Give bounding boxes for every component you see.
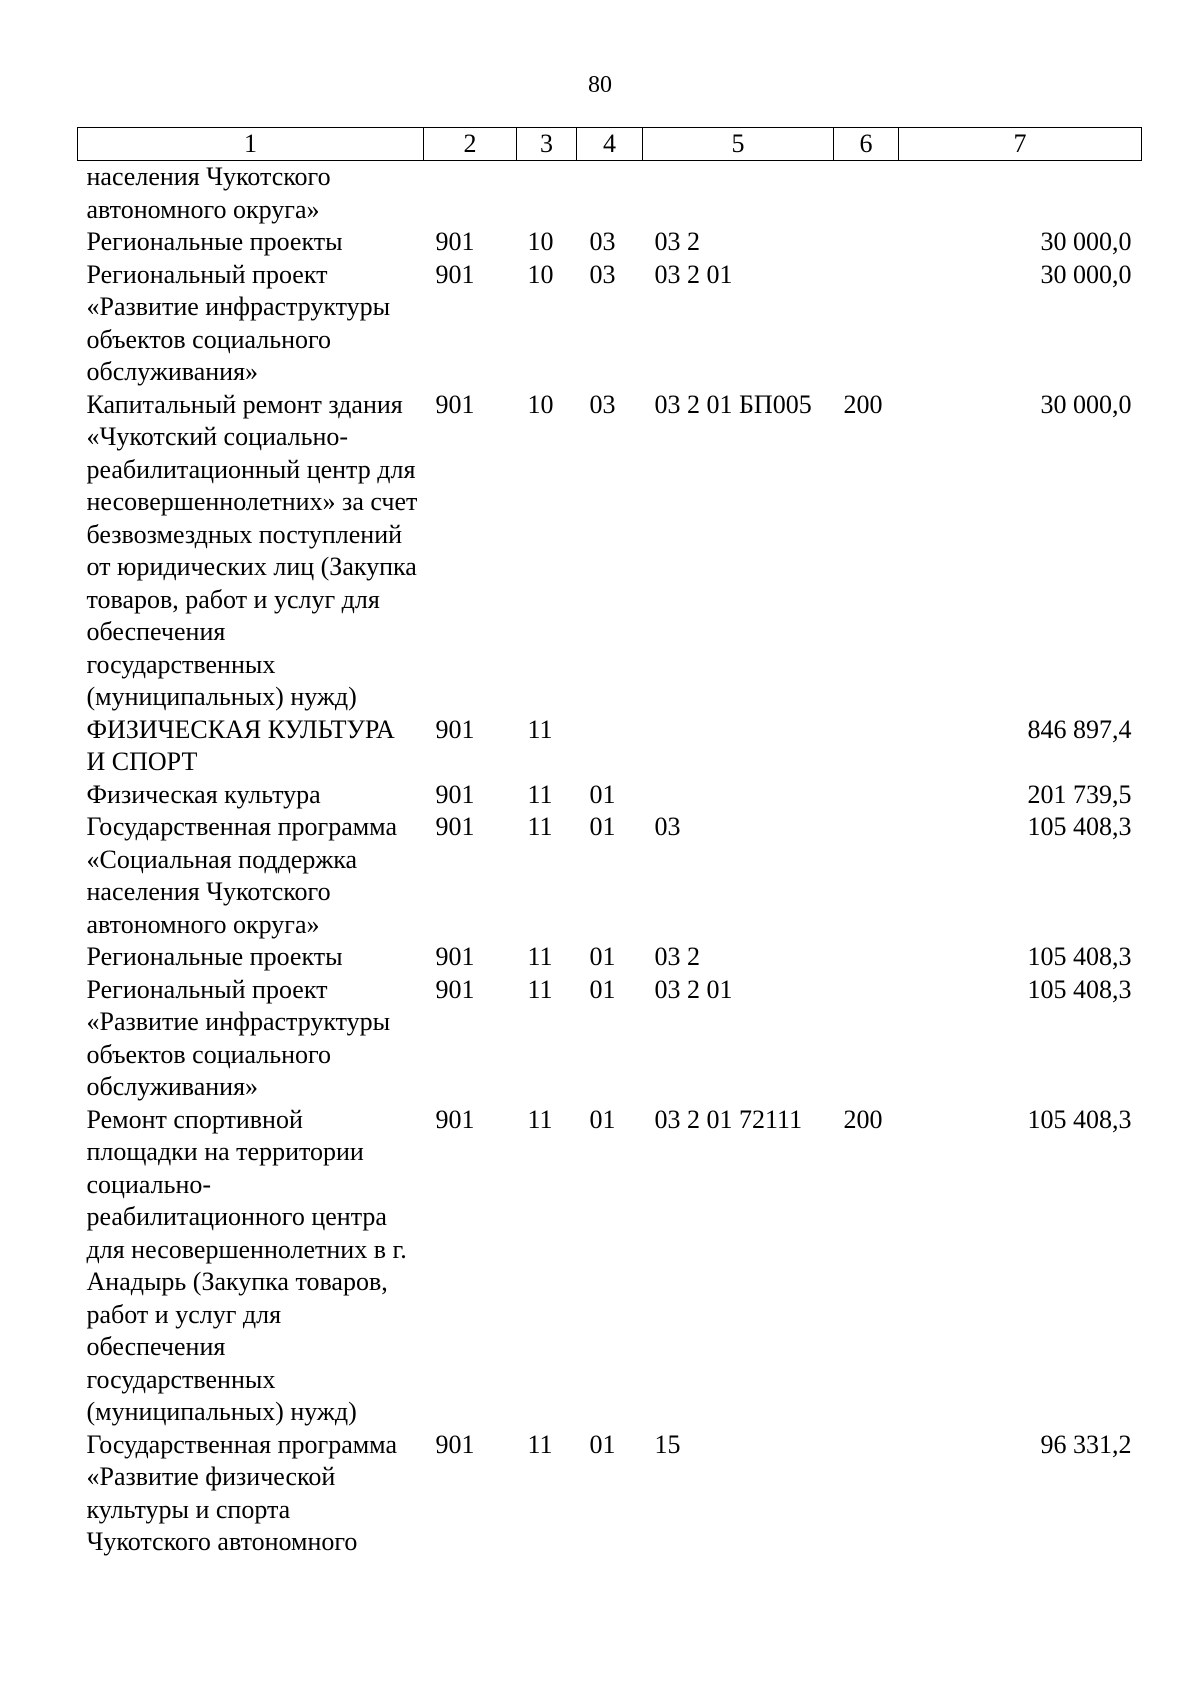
expense-type-cell: 200: [843, 1104, 883, 1134]
expense-type-cell: [834, 161, 899, 227]
table-row: [78, 811, 1142, 941]
chapter-code-cell: 11: [527, 812, 553, 841]
subsection-code-cell: [577, 161, 643, 227]
chapter-code-cell: 11: [527, 779, 553, 809]
chapter-code-cell: 10: [527, 227, 554, 256]
budget-table: [77, 127, 1142, 1559]
row-name-cell: Государственная программа «Социальная поддержка населения Чукотского автономного округа»: [86, 812, 398, 939]
subsection-code-cell: 03: [589, 259, 616, 289]
page-number: 80: [588, 72, 612, 98]
expense-type-cell: [834, 226, 899, 259]
subsection-code-cell: 03: [589, 227, 616, 256]
section-code-cell: [424, 161, 517, 227]
subsection-code-cell: 03: [589, 389, 616, 419]
section-code-cell: 901: [435, 714, 475, 744]
chapter-code-cell: 11: [527, 942, 553, 971]
subsection-code-cell: [577, 714, 643, 779]
subsection-code-cell: 01: [589, 812, 616, 841]
target-article-cell: 15: [654, 1429, 681, 1459]
amount-cell: 201 739,5: [1027, 779, 1132, 809]
expense-type-cell: 200: [843, 389, 883, 419]
expense-type-cell: [834, 714, 899, 779]
chapter-code-cell: 11: [527, 1429, 553, 1459]
chapter-code-cell: 11: [527, 1104, 553, 1134]
table-row: [78, 259, 1142, 389]
row-name-cell: Региональный проект «Развитие инфраструктуры объектов социального обслуживания»: [86, 259, 391, 386]
target-article-cell: 03 2 01 72111: [654, 1104, 803, 1134]
section-code-cell: 901: [435, 389, 475, 419]
column-header-3: 3: [517, 128, 577, 161]
row-name-cell: Региональные проекты: [86, 942, 343, 971]
row-name-cell: Капитальный ремонт здания «Чукотский социально-реабилитационный центр для несовершеннолетних» за счет безвозмездных поступлений от юридических лиц (Закупка товаров, работ и услуг для обеспечения государственных (муниципальных) нужд): [86, 389, 418, 711]
subsection-code-cell: 01: [589, 1104, 616, 1134]
subsection-code-cell: 01: [589, 1429, 616, 1459]
expense-type-cell: [834, 779, 899, 812]
row-name-cell: населения Чукотского автономного округа»: [86, 162, 331, 224]
target-article-cell: 03 2: [654, 942, 700, 971]
table-row: [78, 714, 1142, 779]
column-header-1: 1: [78, 128, 424, 161]
expense-type-cell: [834, 1429, 899, 1559]
amount-cell: 96 331,2: [1040, 1429, 1132, 1459]
section-code-cell: 901: [435, 1104, 475, 1134]
target-article-cell: 03 2 01 БП005: [654, 389, 812, 419]
table-row: [78, 389, 1142, 714]
amount-cell: 30 000,0: [1040, 227, 1132, 256]
expense-type-cell: [834, 974, 899, 1104]
amount-cell: 105 408,3: [1027, 812, 1132, 841]
subsection-code-cell: 01: [589, 779, 616, 809]
row-name-cell: Региональный проект «Развитие инфраструктуры объектов социального обслуживания»: [86, 974, 391, 1101]
row-name-cell: Государственная программа «Развитие физической культуры и спорта Чукотского автономного: [86, 1429, 398, 1556]
target-article-cell: 03 2 01: [654, 259, 733, 289]
column-header-4: 4: [577, 128, 643, 161]
row-name-cell: ФИЗИЧЕСКАЯ КУЛЬТУРА И СПОРТ: [86, 714, 395, 776]
subsection-code-cell: 01: [589, 942, 616, 971]
column-header-2: 2: [424, 128, 517, 161]
section-code-cell: 901: [435, 942, 475, 971]
amount-cell: 105 408,3: [1027, 974, 1132, 1004]
amount-cell: 30 000,0: [1040, 389, 1132, 419]
target-article-cell: 03 2: [654, 227, 700, 256]
row-name-cell: Региональные проекты: [86, 227, 343, 256]
chapter-code-cell: 10: [527, 259, 554, 289]
section-code-cell: 901: [435, 259, 475, 289]
expense-type-cell: [834, 941, 899, 974]
table-row: [78, 1104, 1142, 1429]
column-header-5: 5: [643, 128, 834, 161]
target-article-cell: [643, 161, 834, 227]
table-header-row: [78, 128, 1142, 161]
amount-cell: 846 897,4: [1027, 714, 1132, 744]
target-article-cell: [643, 714, 834, 779]
table-row: [78, 226, 1142, 259]
table-row: [78, 1429, 1142, 1559]
section-code-cell: 901: [435, 812, 475, 841]
chapter-code-cell: 11: [527, 974, 553, 1004]
table-body: [78, 161, 1142, 1559]
section-code-cell: 901: [435, 227, 475, 256]
amount-cell: [899, 161, 1142, 227]
column-header-7: 7: [899, 128, 1142, 161]
section-code-cell: 901: [435, 1429, 475, 1459]
amount-cell: 105 408,3: [1027, 1104, 1132, 1134]
row-name-cell: Ремонт спортивной площадки на территории социально-реабилитационного центра для несовершеннолетних в г. Анадырь (Закупка товаров, работ и услуг для обеспечения государственных (муниципальных) нужд): [86, 1104, 407, 1426]
target-article-cell: 03 2 01: [654, 974, 733, 1004]
amount-cell: 30 000,0: [1040, 259, 1132, 289]
table-row: [78, 974, 1142, 1104]
section-code-cell: 901: [435, 779, 475, 809]
target-article-cell: 03: [654, 812, 681, 841]
table-row: [78, 161, 1142, 227]
table-row: [78, 779, 1142, 812]
amount-cell: 105 408,3: [1027, 942, 1132, 971]
expense-type-cell: [834, 811, 899, 941]
column-header-6: 6: [834, 128, 899, 161]
chapter-code-cell: 11: [527, 714, 553, 744]
chapter-code-cell: [517, 161, 577, 227]
section-code-cell: 901: [435, 974, 475, 1004]
target-article-cell: [643, 779, 834, 812]
subsection-code-cell: 01: [589, 974, 616, 1004]
chapter-code-cell: 10: [527, 389, 554, 419]
table-row: [78, 941, 1142, 974]
expense-type-cell: [834, 259, 899, 389]
row-name-cell: Физическая культура: [86, 779, 321, 809]
